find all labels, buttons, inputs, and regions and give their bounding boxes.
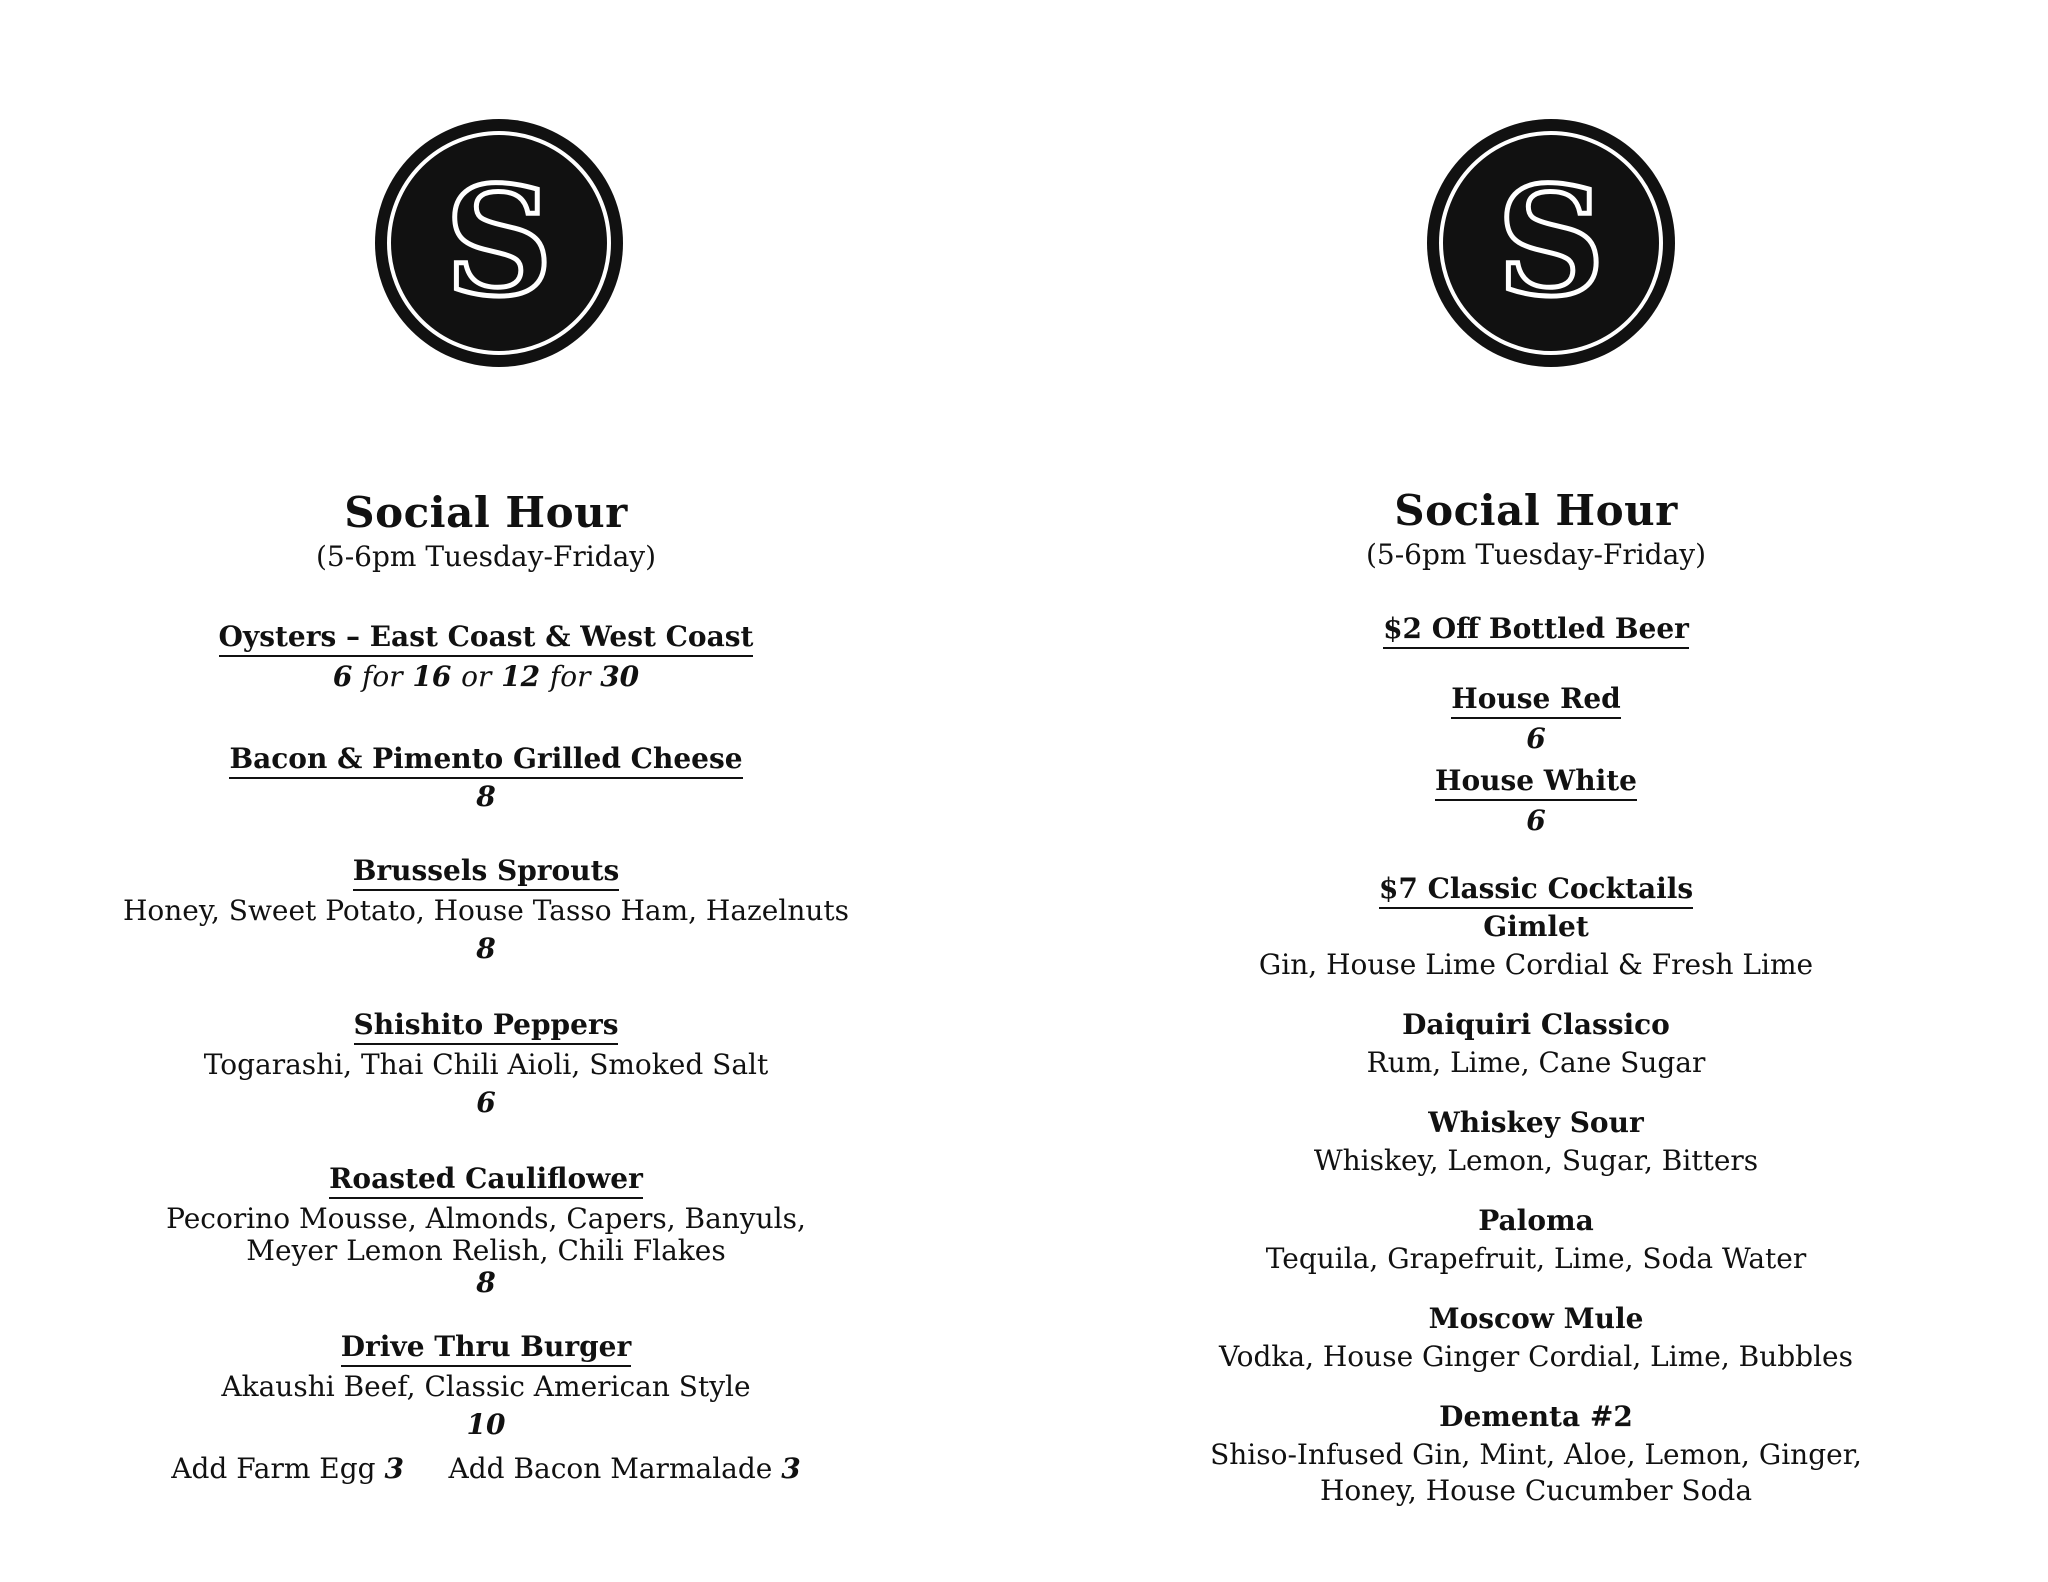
cocktail-desc: Tequila, Grapefruit, Lime, Soda Water: [1265, 1242, 1807, 1275]
burger-addons: [0, 1452, 998, 1485]
oysters-price: 6 for 16 or 12 for 30: [332, 660, 640, 693]
sprouts-price: 8: [476, 932, 496, 965]
logo-seal: [372, 116, 626, 370]
cocktail-name: Moscow Mule: [1428, 1302, 1644, 1335]
cocktail-desc: Gin, House Lime Cordial & Fresh Lime: [1258, 948, 1814, 981]
cocktail-name: Dementa #2: [1439, 1400, 1633, 1433]
shishito-price: 6: [476, 1086, 496, 1119]
page-title: Social Hour: [344, 488, 628, 537]
logo-seal: [1424, 116, 1678, 370]
cocktail-name: Whiskey Sour: [1428, 1106, 1644, 1139]
cocktail-desc: Whiskey, Lemon, Sugar, Bitters: [1313, 1144, 1759, 1177]
house-red-price: 6: [1526, 722, 1546, 755]
sprouts-desc: Honey, Sweet Potato, House Tasso Ham, Hazelnuts: [122, 894, 850, 927]
burger-price: 10: [466, 1408, 506, 1441]
shishito-heading: Shishito Peppers: [0, 1008, 998, 1041]
cocktail-desc: Rum, Lime, Cane Sugar: [1366, 1046, 1706, 1079]
cauliflower-desc-line2: Meyer Lemon Relish, Chili Flakes: [246, 1234, 726, 1267]
hours-text: (5-6pm Tuesday-Friday): [1365, 538, 1707, 571]
s-logo-icon: [1424, 116, 1678, 370]
grilled-cheese-heading: Bacon & Pimento Grilled Cheese: [0, 742, 998, 775]
cocktails-heading: $7 Classic Cocktails: [1024, 872, 2048, 905]
cocktail-name: Daiquiri Classico: [1402, 1008, 1670, 1041]
beer-heading: $2 Off Bottled Beer: [1024, 612, 2048, 645]
logo-letter: S: [1496, 154, 1606, 330]
house-white-heading: House White: [1024, 764, 2048, 797]
cocktail-desc-line1: Shiso-Infused Gin, Mint, Aloe, Lemon, Ginger,: [1210, 1438, 1862, 1471]
page-title: Social Hour: [1394, 486, 1678, 535]
cauliflower-price: 8: [476, 1266, 496, 1299]
addon-egg: Add Farm Egg 3: [171, 1452, 404, 1485]
cauliflower-heading: Roasted Cauliflower: [0, 1162, 998, 1195]
burger-heading: Drive Thru Burger: [0, 1330, 998, 1363]
cocktail-desc-line2: Honey, House Cucumber Soda: [1319, 1474, 1753, 1507]
grilled-cheese-price: 8: [476, 780, 496, 813]
logo-letter: S: [444, 154, 554, 330]
drinks-menu-page: [1024, 0, 2048, 1582]
addon-bacon: Add Bacon Marmalade 3: [448, 1452, 801, 1485]
cocktail-desc: Vodka, House Ginger Cordial, Lime, Bubbles: [1219, 1340, 1853, 1373]
cocktail-name: Gimlet: [1483, 910, 1589, 943]
shishito-desc: Togarashi, Thai Chili Aioli, Smoked Salt: [203, 1048, 769, 1081]
cauliflower-desc-line1: Pecorino Mousse, Almonds, Capers, Banyuls,: [166, 1202, 806, 1235]
house-white-price: 6: [1526, 804, 1546, 837]
house-red-heading: House Red: [1024, 682, 2048, 715]
burger-desc: Akaushi Beef, Classic American Style: [221, 1370, 751, 1403]
oysters-heading: Oysters – East Coast & West Coast: [0, 620, 998, 653]
cocktail-name: Paloma: [1478, 1204, 1594, 1237]
s-logo-icon: [372, 116, 626, 370]
sprouts-heading: Brussels Sprouts: [0, 854, 998, 887]
hours-text: (5-6pm Tuesday-Friday): [315, 540, 657, 573]
